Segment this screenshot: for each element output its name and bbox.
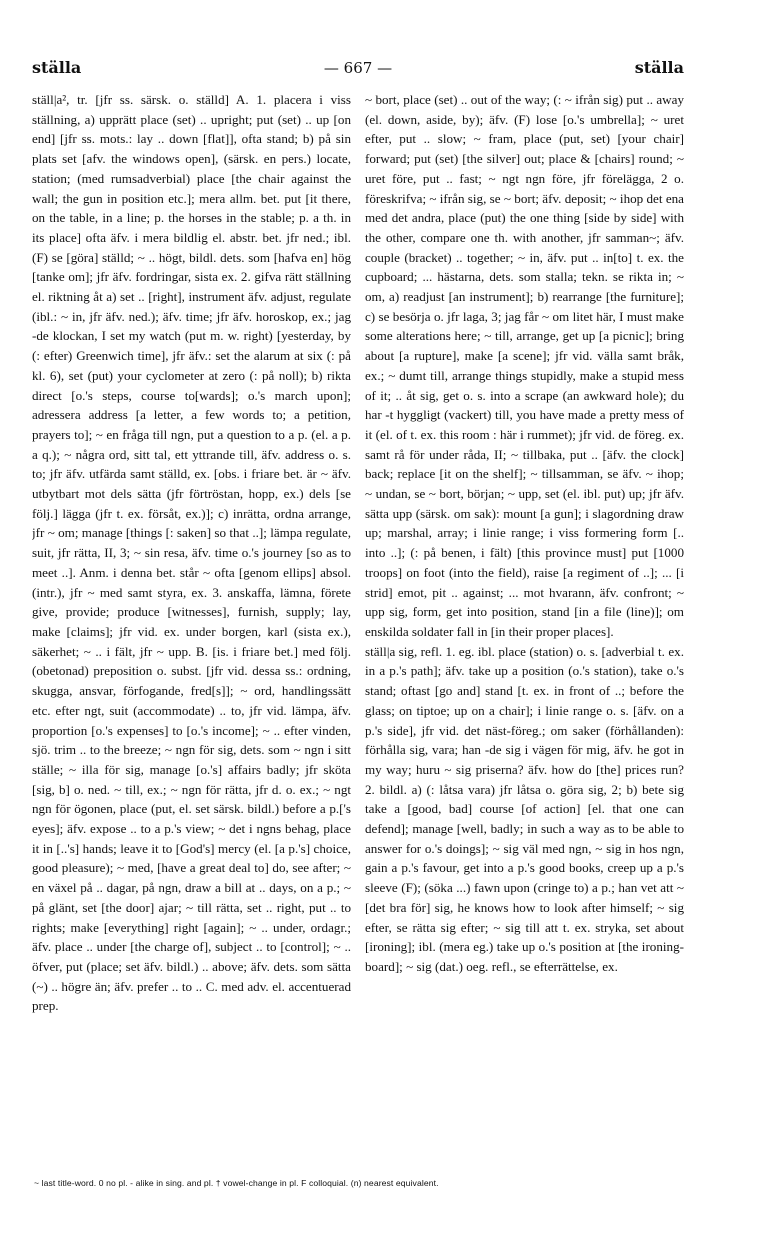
header-left-word: ställa <box>32 58 82 77</box>
entry-stalla-transitive: ställ|a², tr. [jfr ss. särsk. o. ställd] A. 1. placera i viss ställning, a) upprätt place (set) .. upright; put (set) .. up [on end] [jfr ss. mots.: lay .. down [flat]], ofta stand; b) på sin plats set [afv. the windows open], (särsk. en pers.) locate, station; (med rumsadverbial) place [the chair against the wall; the gun in position etc.]; mera allm. bet. put [it there, on the table, in a line; p. the horses in the stable; p. a th. in its place] ofta äfv. i mera bildlig el. abstr. bet. jfr ned.; ibl. (F) se [göra] ställd; ~ .. högt, bildl. dets. som [hafva en] hög [tanke om]; jfr äfv. fordringar, sista ex. 2. gifva rätt ställning el. riktning åt a) set .. [right], instrument äfv. adjust, regulate (ibl.: ~ in, jfr äfv. ned.); äfv. time; jfr äfv. horoskop, ex.; jag -de klockan, I set my watch (put m. w. right) [yesterday, by (: efter) Greenwich time], jfr äfv.: set the alarum at six (: på kl. 6), set (put) your cyclometer at zero (: på noll); b) rikta direct [o.'s steps, course to[wards]; o.'s march upon]; adressera address [a letter, a few words to; a petition, prayers to]; ~ en fråga till ngn, put a question to a p. (el. a p. a q.); ~ några ord, sitt tal, ett yttrande till, äfv. address o. s. to; jfr äfv. utfärda samt ställd, ex. [obs. i friare bet. är ~ äfv. utbytbart mot dels sätta (jfr förtröstan, hopp, ex.) dels [se följ.] lägga (jfr t. ex. försåt, ex.)]; c) inrätta, ordna arrange, jfr ~ om; manage [things [: saken] so that ..]; lämpa regulate, suit, jfr rätta, II, 3; ~ sin resa, äfv. time o.'s journey [so as to meet ..]. Anm. i denna bet. står ~ ofta [genom ellips] absol. (intr.), jfr ~ med samt styra, ex. 3. anskaffa, lämna, förete give, provide; produce [witnesses], furnish, supply; lay, make [claims]; jfr vid. ex. under borgen, karl (sista ex.), säkerhet; ~ .. i fält, jfr ~ upp. B. [is. i friare bet.] med följ. (obetonad) preposition o. subst. [jfr vid. dessa ss.: ordning, skugga, ansvar, förfogande, fred[s]]; ~ ord, handlingssätt etc. efter ngt, suit (accommodate) .. to, jfr vid. lämpa, äfv. proportion [o.'s expenses] to [o.'s income]; ~ .. efter vinden, sjö. trim .. to the breeze; ~ ngn för sig, dets. som ~ ngn i sitt ställe; ~ illa för sig, manage [o.'s] affairs badly; jfr sköta [sig, b] o. ned. ~ till, ex.; ~ ngn för rätta, jfr d. o. ex.; ~ ngt ngn för ögonen, place (put, el. set särsk. bildl.) before a p.['s eyes]; äfv. expose .. to a p.'s view; ~ det i ngns behag, place it in [..'s] hands; leave it to [God's] mercy (el. [a p.'s] choice, good pleasure); ~ med, [have a great deal to] do, see after; ~ en växel på .. dagar, på ngn, draw a bill at .. days, on a p.; ~ på glänt, set [the door] ajar; ~ till rätta, set .. right, put .. to rights; make [everything] right [again]; ~ .. under, ordagr.; äfv. place .. under [the charge of], subject .. to [control]; ~ .. öfver, put (place; set äfv. bildl.) .. above; äfv. dets. som sätta (~) .. högre än; äfv. prefer .. to .. C. med adv. el. accentuerad prep. <box>32 92 351 1014</box>
entry-stalla-sig: ställ|a sig, refl. 1. eg. ibl. place (station) o. s. [adverbial t. ex. in a p.'s path]; äfv. take up a position (o.'s station), take o.'s stand; oftast [go and] stand [t. ex. in front of ..; before the glass; on tiptoe; up on a chair]; i linie range o. s. [äfv. on a p.'s side], jfr vid. det näst-föreg.; om saker (förhållanden): förhålla sig, vara; han -de sig i vägen för mig, äfv. he got in my way; huru ~ sig priserna? äfv. how do [the] prices run? 2. bildl. a) (: låtsa vara) jfr låtsa o. göra sig, 2; b) bete sig take a [good, bad] course [of action] [el. that one can defend]; manage [well, badly; in such a way as to be able to answer for o.'s doings]; ~ sig väl med ngn, ~ sig in hos ngn, gain a p.'s favour, get into a p.'s good books, creep up a p.'s sleeve (F); (söka ...) fawn upon (cringe to) a p.; han vet att ~ [det bra för] sig, he knows how to look after himself; ~ sig efter, se rätta sig efter; ~ sig till att t. ex. stryka, set about [ironing]; ibl. (mera eg.) take up o.'s position at [the ironing-board]; ~ sig (dat.) oeg. refl., se efterrättelse, ex. <box>365 643 684 974</box>
page-number: — 667 — <box>323 59 393 77</box>
page-header <box>32 58 684 82</box>
header-right-word: ställa <box>634 58 684 77</box>
entry-stalla-continued: ~ bort, place (set) .. out of the way; (: ~ ifrån sig) put .. away (el. down, aside, by); äfv. (F) lose [o.'s umbrella]; ~ uret efter, put .. slow; ~ fram, place (put, set) [your chair] forward; put (set) [the silver] out; place & [chairs] round; ~ uret före, put .. fast; ~ ngt ngn före, jfr förelägga, 2 o. föreskrifva; ~ ifrån sig, se ~ bort; äfv. deposit; ~ ihop det ena med det andra, place (put) the one thing [side by side] with the other, compare one th. with another, jfr samman~; äfv. couple (bracket) .. together; ~ in, äfv. put .. in[to] t. ex. the cupboard; ... hästarna, dets. som stalla; tekn. se rikta in; ~ om, a) readjust [an instrument]; b) rearrange [the furniture]; c) se besörja o. jfr laga, 3; jag får ~ om litet här, I must make some alterations here; ~ till, arrange, get up [a picnic]; bring about [a rupture], make [a scene]; jfr vid. välla samt bråk, ex.; ~ dumt till, arrange things stupidly, make a stupid mess of it; .. åt sig, get o. s. into a scrape (an awkward hole); du har -t hyggligt (vackert) till, you have made a pretty mess of it (el. of t. ex. this room : här i rummet); jfr vid. de föreg. ex. samt rå för under råda, II; ~ tillbaka, put .. [äfv. the clock] back; replace [it on the shelf]; ~ tillsamman, se äfv. ~ ihop; ~ undan, se ~ bort, början; ~ upp, set (el. ibl. put) up; jfr äfv. sätta upp (särsk. om sak): mount [a gun]; i slagordning draw up; marshal, array; i linie range; i viss formering form [.. into ..]; (: på benen, i fält) [this province must] put [1000 troops] on foot (into the field), raise [a regiment of ..]; ... [i strid] emot, pit .. against; ... mot hvarann, äfv. confront; ~ upp sig, form, get into position, stand [in a file (line)]; om enskilda soldater fall in [in their proper places]. <box>365 92 684 639</box>
abbreviation-legend: ~ last title-word. 0 no pl. - alike in sing. and pl. † vowel-change in pl. F colloquial. (n) nearest equivalent. <box>34 1178 439 1188</box>
text-columns <box>32 90 684 1146</box>
right-column <box>365 90 684 1146</box>
left-column <box>32 90 351 1146</box>
